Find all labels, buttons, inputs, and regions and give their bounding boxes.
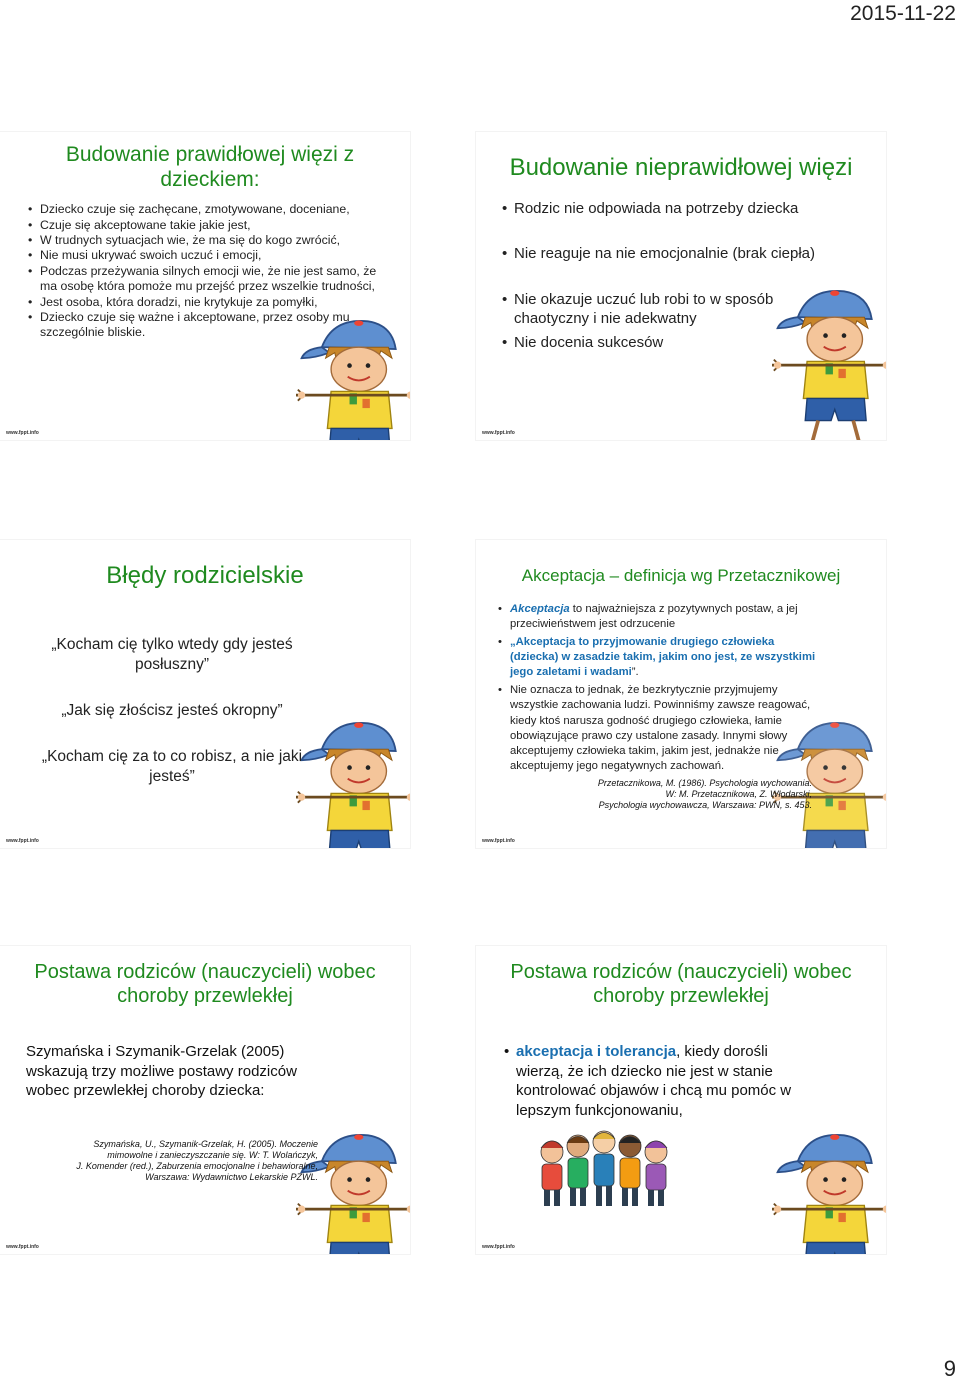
list-item: • Dziecko czuje się zachęcane, zmotywowane, doceniane, — [26, 202, 396, 217]
slide-title: Błędy rodzicielskie — [106, 562, 304, 589]
slide-building-proper-bond — [0, 132, 410, 440]
page-date: 2015-11-22 — [850, 2, 956, 25]
bullet-list — [500, 199, 846, 353]
quote: „Kocham cię tylko wtedy gdy jesteś posłuszny” — [51, 635, 293, 673]
list-item: • Nie reaguje na nie emocjonalnie (brak ciepła) — [500, 244, 846, 264]
slide-title: Budowanie nieprawidłowej więzi — [509, 154, 853, 181]
list-item: • Nie okazuje uczuć lub robi to w sposób chaotyczny i nie adekwatny — [500, 290, 846, 329]
citation — [20, 1139, 318, 1184]
list-item-text: ”. — [631, 666, 639, 679]
list-item: • Czuje się akceptowane takie jakie jest, — [26, 218, 396, 233]
slide-building-improper-bond — [476, 132, 886, 440]
quotes — [24, 635, 320, 788]
citation-line: mimowolne i zanieczyszczanie się. W: T. Wolańczyk, — [107, 1149, 318, 1160]
list-item — [496, 602, 820, 632]
slide-parent-attitude-chronic-illness-2 — [476, 946, 886, 1254]
bullet-list — [26, 202, 396, 340]
slide-footer-url: www.fppt.info — [6, 1244, 39, 1250]
slide-title: Budowanie prawidłowej więzi z dzieckiem: — [65, 143, 355, 192]
slide-parenting-mistakes — [0, 540, 410, 848]
emphasis: Akceptacja — [510, 603, 570, 616]
list-item: • Nie musi ukrywać swoich uczuć i emocji, — [26, 248, 396, 263]
list-item: • Podczas przeżywania silnych emocji wie, że nie jest samo, że ma osobę która pomoże mu przejść przez wszelkie trudności, — [26, 264, 396, 295]
body-text: Szymańska i Szymanik-Grzelak (2005) wskazują trzy możliwe postawy rodziców wobec przewlekłej choroby dziecka: — [26, 1043, 297, 1099]
bullet-list — [496, 602, 820, 773]
children-group-illustration — [530, 1126, 680, 1210]
quote: „Jak się złościsz jesteś okropny” — [61, 702, 283, 720]
slide-title: Akceptacja – definicja wg Przetacznikowej — [521, 566, 841, 585]
citation-line: W: M. Przetacznikowa, Z. Włodarski, — [665, 788, 812, 799]
list-item: • Nie docenia sukcesów — [500, 333, 846, 353]
emphasis: „Akceptacja to przyjmowanie drugiego człowieka (dziecka) w zasadzie takim, jakim ono jest, ze wszystkimi jego zaletami i wadami — [510, 636, 816, 679]
slide-footer-url: www.fppt.info — [6, 838, 39, 844]
list-item: • Nie oznacza to jednak, że bezkrytycznie przyjmujemy wszystkie zachowania ludzi. Powinniśmy zawsze reagować, kiedy ktoś narusza godność drugiego człowieka, łamie obowiązujące prawo czy ustalone zasady. Innymi słowy akceptujemy człowieka takim, jakim jest, jednakże nie akceptujemy jego negatywnych zachowań. — [496, 683, 820, 773]
citation-line: Szymańska, U., Szymanik-Grzelak, H. (2005). Moczenie — [93, 1138, 318, 1149]
citation-line: Psychologia wychowawcza, Warszawa: PWN, s. 453. — [598, 800, 812, 811]
slide-footer-url: www.fppt.info — [482, 430, 515, 436]
list-item — [502, 1042, 796, 1120]
slide-footer-url: www.fppt.info — [6, 430, 39, 436]
citation-line: Przetacznikowa, M. (1986). Psychologia wychowania. — [597, 777, 812, 788]
page-number: 9 — [943, 1356, 956, 1381]
list-item — [496, 635, 820, 680]
bullet-list — [502, 1042, 796, 1120]
slide-title: Postawa rodziców (nauczycieli) wobec choroby przewlekłej — [510, 961, 852, 1007]
emphasis: akceptacja i tolerancja — [516, 1043, 677, 1060]
slide-parent-attitude-chronic-illness — [0, 946, 410, 1254]
citation — [496, 778, 812, 812]
scarecrow-boy-illustration — [772, 1124, 886, 1254]
slide-title: Postawa rodziców (nauczycieli) wobec choroby przewlekłej — [34, 961, 376, 1007]
list-item-text: to najważniejsza z pozytywnych postaw, a jej przeciwieństwem jest odrzucenie — [510, 603, 798, 631]
list-item: • Rodzic nie odpowiada na potrzeby dziecka — [500, 199, 846, 219]
list-item: • W trudnych sytuacjach wie, że ma się do kogo zwrócić, — [26, 233, 396, 248]
slide-footer-url: www.fppt.info — [482, 1244, 515, 1250]
citation-line: J. Komender (red.), Zaburzenia emocjonalne i behawioralne, — [76, 1161, 318, 1171]
slide-acceptance-definition — [476, 540, 886, 848]
citation-line: Warszawa: Wydawnictwo Lekarskie PZWL. — [145, 1172, 318, 1183]
list-item: • Jest osoba, która doradzi, nie krytykuje za pomyłki, — [26, 295, 396, 310]
slide-footer-url: www.fppt.info — [482, 838, 515, 844]
quote: „Kocham cię za to co robisz, a nie jaki jesteś” — [41, 748, 303, 786]
list-item-text: , kiedy dorośli wierzą, że ich dziecko nie jest w stanie kontrolować objawów i chcą mu pomóc w lepszym funkcjonowaniu, — [516, 1043, 792, 1119]
list-item: • Dziecko czuje się ważne i akceptowane, przez osoby mu szczególnie bliskie. — [26, 310, 396, 341]
